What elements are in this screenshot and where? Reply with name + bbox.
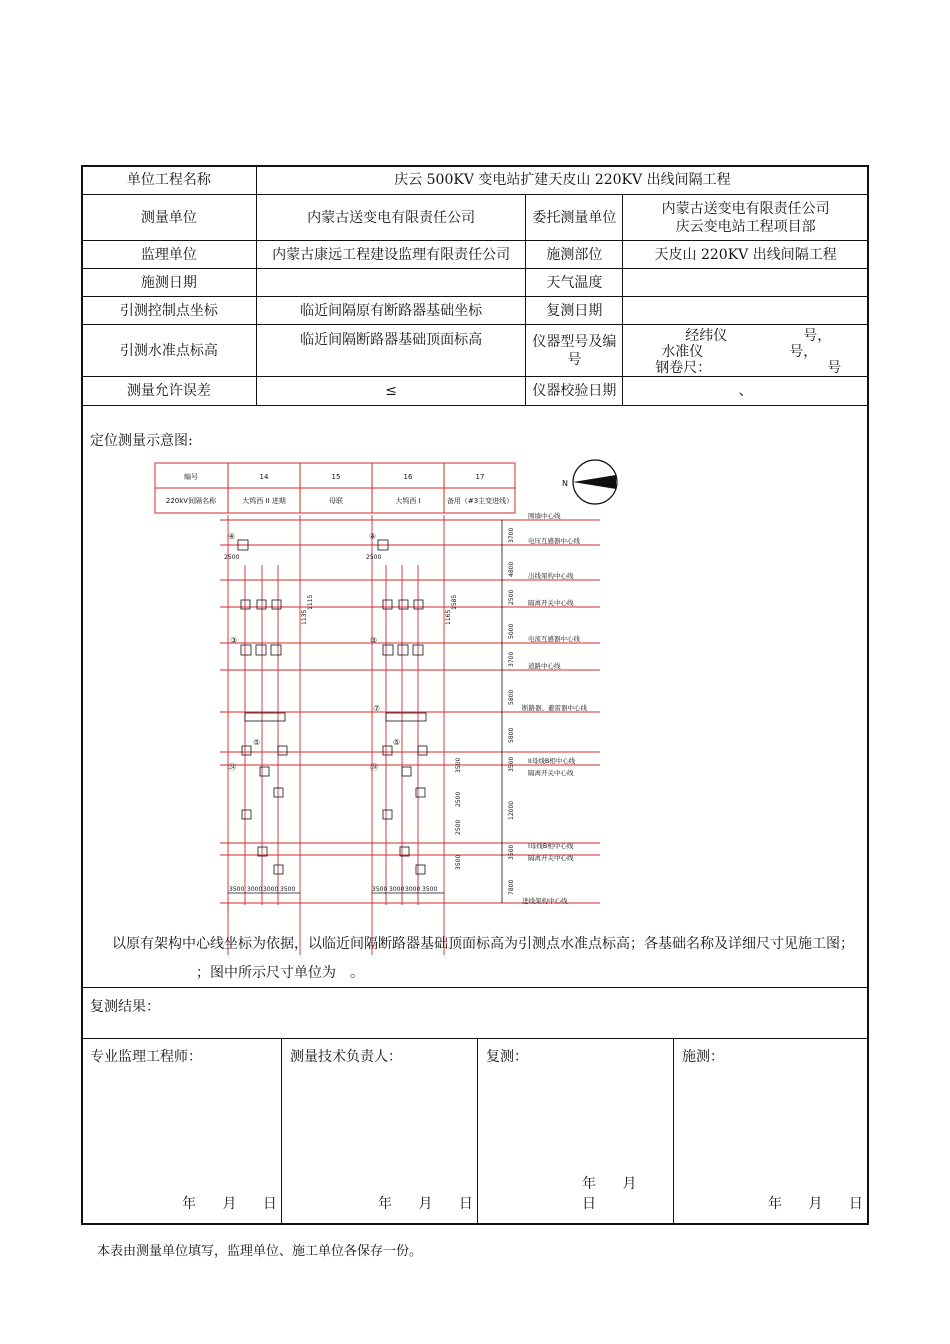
marker-3-left: ③: [230, 636, 238, 645]
value-survey-unit: 内蒙古送变电有限责任公司: [256, 195, 526, 241]
entrust-line2: 庆云变电站工程项目部: [675, 218, 816, 235]
instrument-label-line1: 仪器型号及编: [532, 333, 617, 350]
value-entrust-unit: [623, 195, 869, 241]
bdim-right-3: 3000: [405, 886, 421, 893]
rdim-3700-a: 3700: [508, 527, 515, 543]
label-project-name: 单位工程名称: [82, 166, 257, 195]
diagram-header-table: [155, 463, 515, 513]
value-benchmark: 临近间隔断路器基础顶面标高: [256, 325, 526, 377]
rdim-3500-b: 3500: [508, 844, 515, 860]
rlabel-disconnector-3: 隔离开关中心线: [528, 854, 574, 862]
marker-3-right: ③: [370, 636, 378, 645]
value-weather: [623, 269, 869, 297]
label-survey-part: 施测部位: [526, 241, 623, 269]
value-instrument: [623, 325, 869, 377]
hdr-name-16: 大鸨西 I: [395, 497, 421, 505]
label-weather: 天气温度: [526, 269, 623, 297]
svg-text:2500: 2500: [455, 791, 462, 807]
hdr-no-14: 14: [259, 473, 269, 481]
rlabel-breaker: 断路器、避雷器中心线: [522, 704, 587, 712]
hdr-no-label: 编号: [184, 473, 198, 481]
value-calibration: 、: [623, 377, 869, 406]
marker-5-left: ⑤: [253, 738, 261, 747]
svg-text:2500: 2500: [455, 819, 462, 835]
sig-supervisor: [82, 1038, 282, 1225]
bdim-right-1: 3500: [372, 886, 388, 893]
label-retest-date: 复测日期: [526, 297, 623, 325]
label-benchmark: 引测水准点标高: [82, 325, 257, 377]
label-supervisor: 监理单位: [82, 241, 257, 269]
sig-retest-label: 复测：: [486, 1049, 528, 1065]
marker-24-right: ㉔: [370, 763, 378, 772]
hdr-no-15: 15: [331, 473, 341, 481]
label-instrument: [526, 325, 623, 377]
rdim-7800: 7800: [508, 879, 515, 895]
sig-tech-lead-date: 年 月 日: [378, 1196, 475, 1212]
rlabel-road: 道路中心线: [528, 662, 561, 670]
marker-24-left: ㉔: [228, 763, 236, 772]
rlabel-outgoing: 出线架构中心线: [528, 572, 574, 580]
entrust-line1: 内蒙古送变电有限责任公司: [661, 200, 830, 217]
dim-left-2500-b: 2500: [366, 554, 382, 561]
hdr-name-15: 母联: [329, 497, 343, 505]
rdim-5800-a: 5800: [508, 689, 515, 705]
instrument-label-line2: 号: [567, 351, 582, 368]
rlabel-pt: 电压互感器中心线: [528, 537, 580, 545]
svg-text:3500: 3500: [455, 757, 462, 773]
bdim-left-2: 3000: [247, 886, 263, 893]
bdim-right-4: 3500: [422, 886, 438, 893]
marker-4-left: ④: [228, 532, 236, 541]
rdim-5800-b: 5800: [508, 727, 515, 743]
sig-supervisor-label: 专业监理工程师：: [90, 1049, 202, 1065]
hdr-no-17: 17: [475, 473, 485, 481]
footer-note: 本表由测量单位填写，监理单位、施工单位各保存一份。: [97, 1244, 423, 1259]
dim-pair-1115: 1115: [307, 594, 314, 610]
hdr-no-16: 16: [403, 473, 413, 481]
dim-left-2500-a: 2500: [224, 554, 240, 561]
sig-surveyor: [674, 1038, 868, 1225]
dim-pair-1135: 1135: [301, 609, 308, 625]
label-tolerance: 测量允许误差: [82, 377, 257, 406]
rdim-2500: 2500: [508, 589, 515, 605]
hdr-name-14: 大鸨西 II 进期: [242, 497, 286, 505]
bdim-right-2: 3000: [389, 886, 405, 893]
equipment-group-right: [378, 540, 427, 874]
dim-pair-1585: 1585: [451, 594, 458, 610]
value-survey-part: 天皮山 220KV 出线间隔工程: [623, 241, 869, 269]
rlabel-bus2: II母线B相中心线: [528, 757, 576, 765]
note-line-1: 以原有架构中心线坐标为依据，以临近间隔断路器基础顶面标高为引测点水准点标高；各基础名称及详细尺寸见施工图；: [112, 936, 854, 952]
level-no: 号，: [789, 344, 818, 360]
sig-retest: [478, 1038, 674, 1225]
sig-tech-lead: [282, 1038, 478, 1225]
rlabel-wall: 围墙中心线: [528, 512, 561, 520]
theodolite-label: 经纬仪: [685, 328, 728, 344]
stack-dims: [455, 758, 462, 870]
value-retest-date: [623, 297, 869, 325]
value-survey-date: [256, 269, 526, 297]
rdim-5000: 5000: [508, 623, 515, 639]
theodolite-no: 号，: [803, 328, 832, 344]
north-arrow-icon: [562, 460, 617, 504]
label-calibration: 仪器校验日期: [526, 377, 623, 406]
retest-label: 复测结果：: [90, 999, 160, 1015]
label-survey-date: 施测日期: [82, 269, 257, 297]
bdim-left-3: 3000: [263, 886, 279, 893]
rdim-3700-b: 3700: [508, 651, 515, 667]
level-label: 水准仪: [661, 344, 704, 360]
marker-5-right: ⑤: [393, 738, 401, 747]
bdim-left-4: 3500: [280, 886, 296, 893]
value-control-point: 临近间隔原有断路器基础坐标: [256, 297, 526, 325]
label-entrust-unit: 委托测量单位: [526, 195, 623, 241]
sig-surveyor-label: 施测：: [682, 1049, 724, 1065]
sig-surveyor-date: 年 月 日: [768, 1196, 865, 1212]
rdim-3500-a: 3500: [508, 756, 515, 772]
rlabel-ct: 电流互感器中心线: [528, 635, 580, 643]
rlabel-incoming: 进线架构中心线: [522, 897, 568, 905]
sig-supervisor-date: 年 月 日: [182, 1196, 279, 1212]
tape-no: 号: [827, 360, 842, 376]
retest-section: [82, 987, 868, 1039]
info-table: [81, 165, 869, 406]
svg-text:3500: 3500: [455, 854, 462, 870]
rdim-12000: 12000: [508, 800, 515, 820]
value-project-name: 庆云 500KV 变电站扩建天皮山 220KV 出线间隔工程: [256, 166, 868, 195]
sig-retest-date: 年 月 日: [582, 1176, 639, 1212]
value-supervisor: 内蒙古康远工程建设监理有限责任公司: [256, 241, 526, 269]
rlabel-disconnector-1: 隔离开关中心线: [528, 599, 574, 607]
note-line-2: ；图中所示尺寸单位为 。: [196, 965, 364, 981]
svg-text:N: N: [562, 479, 568, 488]
rdim-4800: 4800: [508, 561, 515, 577]
label-survey-unit: 测量单位: [82, 195, 257, 241]
dim-pair-1165: 1165: [445, 609, 452, 625]
value-tolerance: ≤: [256, 377, 526, 406]
rlabel-bus1: I母线B相中心线: [528, 842, 574, 850]
bdim-left-1: 3500: [229, 886, 245, 893]
diagram-title: 定位测量示意图:: [90, 433, 193, 449]
hdr-name-17: 备用（#3主变进线）: [446, 497, 514, 505]
hdr-name-label: 220kV间隔名称: [165, 497, 217, 505]
rlabel-disconnector-2: 隔离开关中心线: [528, 769, 574, 777]
label-control-point: 引测控制点坐标: [82, 297, 257, 325]
tape-label: 钢卷尺：: [655, 360, 712, 376]
sig-tech-lead-label: 测量技术负责人：: [290, 1049, 402, 1065]
marker-4-right: ④: [369, 532, 377, 541]
layout-diagram: [150, 455, 620, 965]
marker-7-right: ⑦: [373, 704, 381, 713]
